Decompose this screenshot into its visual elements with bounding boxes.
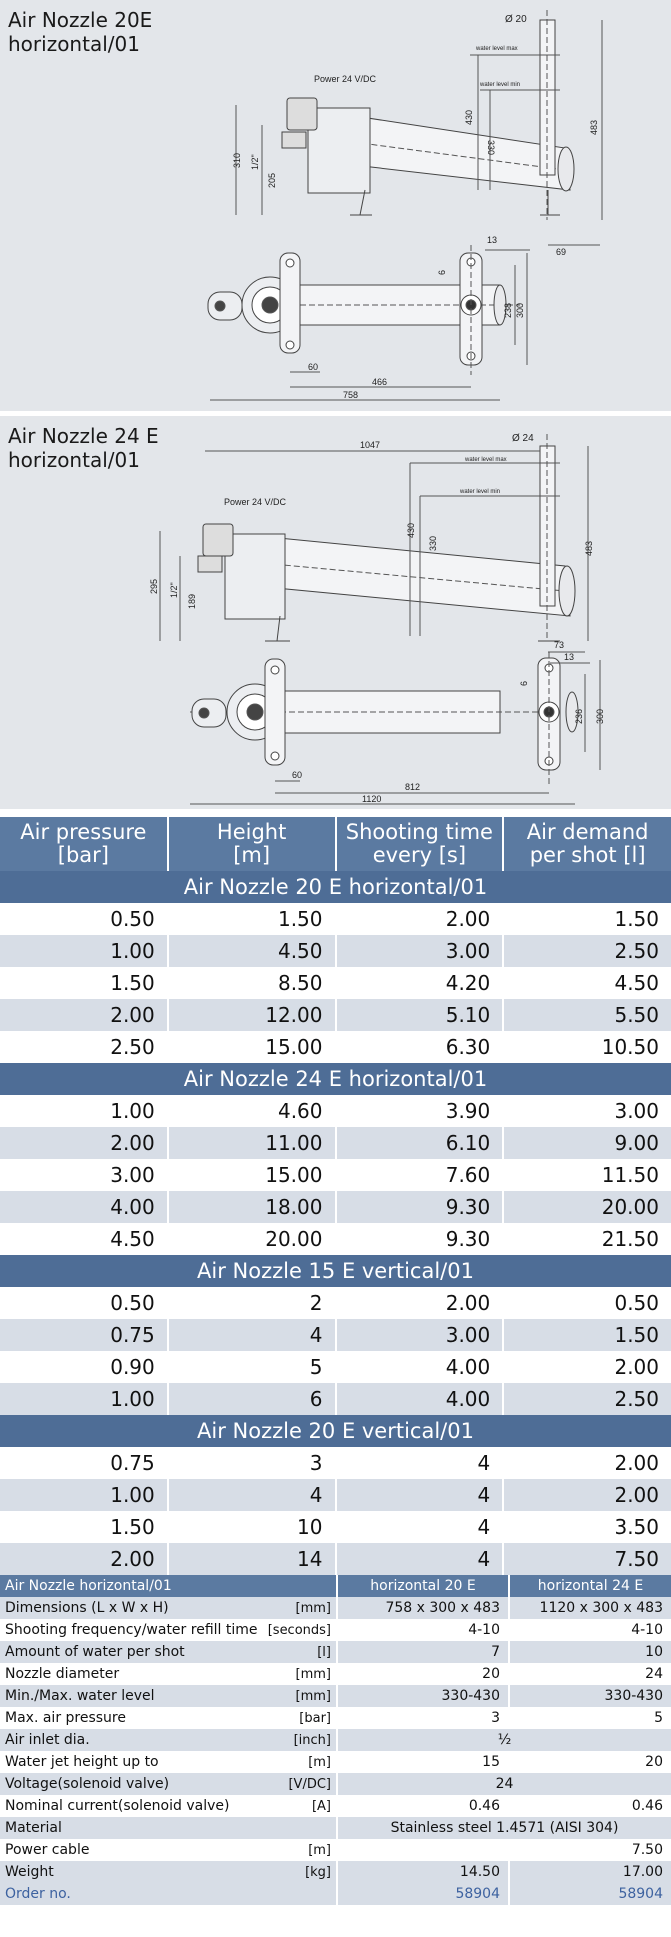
table-cell: 2.00 — [503, 1479, 671, 1511]
label-water-max: water level max — [465, 457, 507, 463]
table-row — [0, 1511, 671, 1543]
tech-label — [0, 1663, 337, 1685]
table-row — [0, 1383, 671, 1415]
tech-row — [0, 1619, 671, 1641]
dim-1047: 1047 — [360, 440, 381, 450]
dim-430: 430 — [464, 109, 474, 125]
table-cell: 0.50 — [503, 1287, 671, 1319]
tech-label-text: Water jet height up to — [5, 1754, 159, 1770]
tech-row — [0, 1773, 671, 1795]
tech-value-24e: 10 — [509, 1641, 671, 1663]
table-cell: 8.50 — [168, 967, 336, 999]
table-cell: 5 — [168, 1351, 336, 1383]
table-cell: 4 — [336, 1479, 504, 1511]
tech-unit: [seconds] — [267, 1623, 331, 1638]
table-cell: 2.50 — [503, 935, 671, 967]
table-cell: 3.00 — [503, 1095, 671, 1127]
tech-value-20e: 3 — [337, 1707, 509, 1729]
dim-6: 6 — [519, 680, 529, 686]
tech-value-20e: 7 — [337, 1641, 509, 1663]
technical-drawing-20e — [0, 0, 671, 411]
table-cell: 2.00 — [503, 1447, 671, 1479]
table-cell: 2.00 — [336, 1287, 504, 1319]
dim-205: 205 — [267, 172, 277, 188]
dim-13: 13 — [564, 652, 575, 662]
table-cell: 9.30 — [336, 1191, 504, 1223]
performance-table — [0, 817, 671, 1575]
dim-310: 310 — [232, 152, 242, 168]
section-title: Air Nozzle 15 E vertical/01 — [0, 1255, 671, 1287]
section-header — [0, 871, 671, 903]
tech-unit: [bar] — [299, 1711, 331, 1726]
table-row — [0, 1127, 671, 1159]
label-water-max: water level max — [476, 46, 518, 52]
tech-unit: [mm] — [295, 1667, 331, 1682]
table-cell: 6.30 — [336, 1031, 504, 1063]
tech-label-text: Max. air pressure — [5, 1710, 126, 1726]
tech-value-shared: 24 — [337, 1773, 671, 1795]
table-cell: 4 — [336, 1447, 504, 1479]
tech-value-24e: 24 — [509, 1663, 671, 1685]
table-cell: 0.75 — [0, 1319, 168, 1351]
table-cell: 12.00 — [168, 999, 336, 1031]
dim-330: 330 — [428, 535, 438, 551]
col-shooting-time: Shooting time every [s] — [336, 817, 504, 871]
tech-unit: [m] — [308, 1843, 331, 1858]
tech-label — [0, 1707, 337, 1729]
tech-label — [0, 1685, 337, 1707]
order-row — [0, 1883, 671, 1905]
table-cell: 0.75 — [0, 1447, 168, 1479]
tech-label — [0, 1641, 337, 1663]
table-cell: 2.00 — [0, 1543, 168, 1575]
table-cell: 15.00 — [168, 1031, 336, 1063]
tech-row — [0, 1597, 671, 1619]
section-header — [0, 1063, 671, 1095]
table-cell: 10.50 — [503, 1031, 671, 1063]
dim-483: 483 — [589, 119, 599, 135]
tech-label-text: Min./Max. water level — [5, 1688, 155, 1704]
dim-13: 13 — [487, 235, 498, 245]
table-cell: 0.50 — [0, 1287, 168, 1319]
tech-value-20e: 14.50 — [337, 1861, 509, 1883]
section-header — [0, 1255, 671, 1287]
dim-330: 330 — [486, 140, 496, 156]
tech-label — [0, 1795, 337, 1817]
table-cell: 20.00 — [503, 1191, 671, 1223]
table-cell: 20.00 — [168, 1223, 336, 1255]
label-diameter: Ø 20 — [505, 14, 527, 25]
table-cell: 7.60 — [336, 1159, 504, 1191]
table-cell: 4 — [168, 1319, 336, 1351]
tech-row — [0, 1861, 671, 1883]
tech-value-shared: ½ — [337, 1729, 671, 1751]
table-cell: 10 — [168, 1511, 336, 1543]
table-cell: 3.00 — [336, 935, 504, 967]
tech-row — [0, 1839, 671, 1861]
table-row — [0, 935, 671, 967]
dim-758: 758 — [343, 390, 359, 400]
table-cell: 0.50 — [0, 903, 168, 935]
table-cell: 6 — [168, 1383, 336, 1415]
table-cell: 1.50 — [168, 903, 336, 935]
table-cell: 2.00 — [336, 903, 504, 935]
tech-value-20e: 758 x 300 x 483 — [337, 1597, 509, 1619]
tech-unit: [V/DC] — [288, 1777, 331, 1792]
dim-300: 300 — [595, 708, 605, 724]
tech-unit: [inch] — [293, 1733, 331, 1748]
table-cell: 11.00 — [168, 1127, 336, 1159]
table-cell: 4 — [336, 1511, 504, 1543]
table-cell: 4.50 — [503, 967, 671, 999]
table-cell: 3.00 — [336, 1319, 504, 1351]
tech-value-20e — [337, 1839, 509, 1861]
table-cell: 2.50 — [0, 1031, 168, 1063]
col-height: Height [m] — [168, 817, 336, 871]
table-cell: 4 — [168, 1479, 336, 1511]
table-row — [0, 1095, 671, 1127]
tech-value-24e: 330-430 — [509, 1685, 671, 1707]
tech-value-20e: 15 — [337, 1751, 509, 1773]
table-cell: 1.00 — [0, 1095, 168, 1127]
section-title: Air Nozzle 20 E horizontal/01 — [0, 871, 671, 903]
drawing-title: Air Nozzle 20E horizontal/01 — [8, 8, 153, 56]
table-cell: 9.00 — [503, 1127, 671, 1159]
dim-483: 483 — [584, 540, 594, 556]
tech-row — [0, 1641, 671, 1663]
table-cell: 1.00 — [0, 1383, 168, 1415]
tech-unit: [A] — [311, 1799, 331, 1814]
dim-295: 295 — [149, 578, 159, 594]
table-cell: 5.50 — [503, 999, 671, 1031]
table-cell: 1.50 — [503, 903, 671, 935]
tech-unit: [m] — [308, 1755, 331, 1770]
table-cell: 14 — [168, 1543, 336, 1575]
table-row — [0, 967, 671, 999]
dim-466: 466 — [372, 377, 388, 387]
table-cell: 3.00 — [0, 1159, 168, 1191]
table-cell: 1.00 — [0, 1479, 168, 1511]
table-cell: 4.50 — [168, 935, 336, 967]
order-no-20e: 58904 — [337, 1883, 509, 1905]
dim-69: 69 — [556, 247, 567, 257]
tech-row — [0, 1685, 671, 1707]
dim-1120: 1120 — [362, 794, 382, 804]
label-water-min: water level min — [460, 489, 501, 495]
tech-row — [0, 1817, 671, 1839]
tech-row — [0, 1751, 671, 1773]
tech-unit: [l] — [317, 1645, 331, 1660]
tech-value-24e: 1120 x 300 x 483 — [509, 1597, 671, 1619]
table-cell: 1.00 — [0, 935, 168, 967]
table-cell: 1.50 — [0, 1511, 168, 1543]
label-diameter: Ø 24 — [512, 433, 534, 444]
dim-430: 430 — [406, 522, 416, 538]
specifications — [0, 817, 671, 1905]
table-cell: 1.50 — [0, 967, 168, 999]
tech-row — [0, 1663, 671, 1685]
tech-label-text: Material — [5, 1820, 62, 1836]
table-cell: 4.60 — [168, 1095, 336, 1127]
tech-value-24e: 20 — [509, 1751, 671, 1773]
tech-label — [0, 1773, 337, 1795]
tech-label-text: Nominal current(solenoid valve) — [5, 1798, 230, 1814]
dim-300: 300 — [515, 302, 525, 318]
table-cell: 6.10 — [336, 1127, 504, 1159]
dim-189: 189 — [187, 593, 197, 609]
table-cell: 2.00 — [0, 999, 168, 1031]
table-cell: 2 — [168, 1287, 336, 1319]
tech-label-text: Air inlet dia. — [5, 1732, 90, 1748]
tech-label — [0, 1729, 337, 1751]
tech-unit: [mm] — [295, 1601, 331, 1616]
tech-label-text: Weight — [5, 1864, 54, 1880]
table-cell: 2.00 — [0, 1127, 168, 1159]
dim-60: 60 — [308, 362, 319, 372]
dim-238: 238 — [503, 302, 513, 318]
technical-data-table — [0, 1575, 671, 1905]
tech-label — [0, 1619, 337, 1641]
tech-value-24e: 4-10 — [509, 1619, 671, 1641]
tech-unit: [kg] — [305, 1865, 331, 1880]
table-cell: 4.50 — [0, 1223, 168, 1255]
technical-drawing-24e — [0, 416, 671, 809]
tech-row — [0, 1795, 671, 1817]
performance-header-row — [0, 817, 671, 871]
table-cell: 4 — [336, 1543, 504, 1575]
table-cell: 21.50 — [503, 1223, 671, 1255]
table-cell: 11.50 — [503, 1159, 671, 1191]
table-row — [0, 999, 671, 1031]
technical-header-row — [0, 1575, 671, 1597]
dim-60: 60 — [292, 770, 303, 780]
tech-label — [0, 1817, 337, 1839]
tech-value-24e: 5 — [509, 1707, 671, 1729]
tech-value-shared: Stainless steel 1.4571 (AISI 304) — [337, 1817, 671, 1839]
table-row — [0, 1351, 671, 1383]
dim-73: 73 — [554, 640, 565, 650]
table-cell: 4.00 — [336, 1383, 504, 1415]
tech-label — [0, 1597, 337, 1619]
tech-header-label: Air Nozzle horizontal/01 — [0, 1575, 337, 1597]
dim-236: 236 — [574, 708, 584, 724]
table-row — [0, 1319, 671, 1351]
tech-header-24e: horizontal 24 E — [509, 1575, 671, 1597]
table-cell: 1.50 — [503, 1319, 671, 1351]
tech-label-text: Shooting frequency/water refill time — [5, 1622, 258, 1638]
table-row — [0, 1543, 671, 1575]
table-cell: 2.50 — [503, 1383, 671, 1415]
table-cell: 4.00 — [336, 1351, 504, 1383]
tech-row — [0, 1707, 671, 1729]
label-water-min: water level min — [480, 82, 521, 88]
table-row — [0, 903, 671, 935]
tech-value-24e: 7.50 — [509, 1839, 671, 1861]
tech-header-20e: horizontal 20 E — [337, 1575, 509, 1597]
section-title: Air Nozzle 24 E horizontal/01 — [0, 1063, 671, 1095]
drawing-panel-20e — [0, 0, 671, 411]
table-cell: 3.50 — [503, 1511, 671, 1543]
col-air-pressure: Air pressure [bar] — [0, 817, 168, 871]
tech-unit: [mm] — [295, 1689, 331, 1704]
tech-value-20e: 0.46 — [337, 1795, 509, 1817]
tech-value-24e: 0.46 — [509, 1795, 671, 1817]
tech-value-20e: 20 — [337, 1663, 509, 1685]
table-cell: 15.00 — [168, 1159, 336, 1191]
label-power: Power 24 V/DC — [314, 74, 377, 84]
table-cell: 7.50 — [503, 1543, 671, 1575]
tech-label-text: Voltage(solenoid valve) — [5, 1776, 170, 1792]
table-cell: 4.00 — [0, 1191, 168, 1223]
dim-half-inch: 1/2" — [250, 154, 260, 170]
tech-label-text: Nozzle diameter — [5, 1666, 120, 1682]
table-row — [0, 1031, 671, 1063]
dim-6: 6 — [437, 269, 447, 275]
table-cell: 3.90 — [336, 1095, 504, 1127]
table-row — [0, 1479, 671, 1511]
table-row — [0, 1287, 671, 1319]
label-power: Power 24 V/DC — [224, 497, 287, 507]
table-row — [0, 1223, 671, 1255]
col-air-demand: Air demand per shot [l] — [503, 817, 671, 871]
tech-value-24e: 17.00 — [509, 1861, 671, 1883]
table-row — [0, 1191, 671, 1223]
table-cell: 9.30 — [336, 1223, 504, 1255]
tech-label — [0, 1751, 337, 1773]
table-cell: 3 — [168, 1447, 336, 1479]
table-cell: 4.20 — [336, 967, 504, 999]
tech-row — [0, 1729, 671, 1751]
dim-half-inch: 1/2" — [169, 582, 179, 598]
tech-label-text: Amount of water per shot — [5, 1644, 185, 1660]
dim-812: 812 — [405, 782, 421, 792]
tech-value-20e: 4-10 — [337, 1619, 509, 1641]
tech-label — [0, 1861, 337, 1883]
tech-value-20e: 330-430 — [337, 1685, 509, 1707]
drawing-title: Air Nozzle 24 E horizontal/01 — [8, 424, 159, 472]
order-no-24e: 58904 — [509, 1883, 671, 1905]
section-header — [0, 1415, 671, 1447]
order-label: Order no. — [0, 1883, 337, 1905]
section-title: Air Nozzle 20 E vertical/01 — [0, 1415, 671, 1447]
table-row — [0, 1447, 671, 1479]
table-cell: 5.10 — [336, 999, 504, 1031]
tech-label-text: Power cable — [5, 1842, 90, 1858]
drawing-panel-24e — [0, 416, 671, 809]
table-cell: 2.00 — [503, 1351, 671, 1383]
tech-label-text: Dimensions (L x W x H) — [5, 1600, 169, 1616]
tech-label — [0, 1839, 337, 1861]
table-cell: 18.00 — [168, 1191, 336, 1223]
table-cell: 0.90 — [0, 1351, 168, 1383]
table-row — [0, 1159, 671, 1191]
